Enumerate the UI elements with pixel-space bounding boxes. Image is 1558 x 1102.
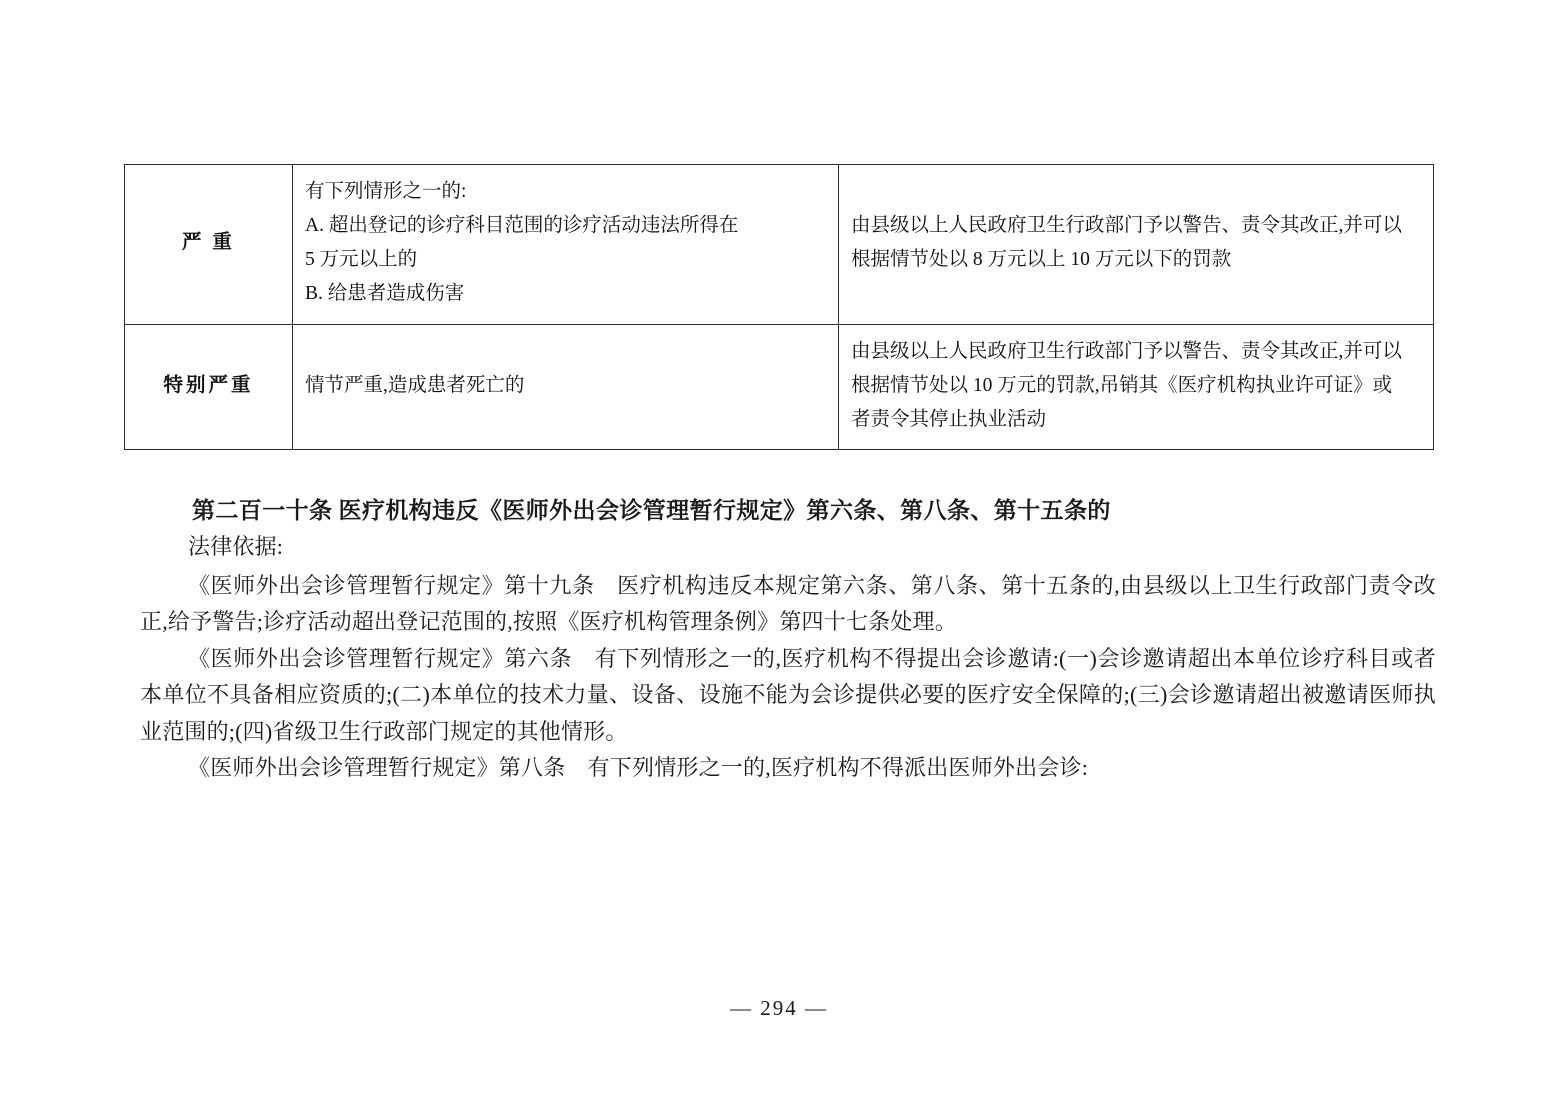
paragraph: 《医师外出会诊管理暂行规定》第十九条 医疗机构违反本规定第六条、第八条、第十五条的,由县级以上卫生行政部门责令改正,给予警告;诊疗活动超出登记范围的,按照《医疗机构管理条例》第四十七条处理。 <box>140 572 1436 635</box>
legal-basis-label: 法律依据: <box>188 534 284 560</box>
condition-line: B. 给患者造成伤害 <box>305 283 465 305</box>
condition-line: 5 万元以上的 <box>305 249 418 271</box>
severity-level-cell: 特别严重 <box>125 324 293 449</box>
paragraph: 《医师外出会诊管理暂行规定》第八条 有下列情形之一的,医疗机构不得派出医师外出会诊: <box>188 755 1089 781</box>
condition-line: 情节严重,造成患者死亡的 <box>305 374 525 396</box>
measure-line: 由县级以上人民政府卫生行政部门予以警告、责令其改正,并可以 <box>851 340 1402 362</box>
condition-line: A. 超出登记的诊疗科目范围的诊疗活动违法所得在 <box>305 215 739 237</box>
table-row <box>125 165 1434 325</box>
measure-cell <box>839 324 1434 449</box>
condition-line: 有下列情形之一的: <box>305 181 467 202</box>
severity-level-cell: 严 重 <box>125 165 293 325</box>
measure-line: 根据情节处以 8 万元以上 10 万元以下的罚款 <box>851 249 1232 271</box>
measure-line: 根据情节处以 10 万元的罚款,吊销其《医疗机构执业许可证》或 <box>851 374 1393 396</box>
table-row <box>125 324 1434 449</box>
condition-cell <box>293 324 839 449</box>
measure-line: 由县级以上人民政府卫生行政部门予以警告、责令其改正,并可以 <box>851 215 1402 237</box>
penalty-table-container <box>124 164 1434 450</box>
condition-cell <box>293 165 839 325</box>
page-number: — 294 — <box>730 996 828 1020</box>
article-title: 第二百一十条 医疗机构违反《医师外出会诊管理暂行规定》第六条、第八条、第十五条的 <box>192 498 1111 523</box>
measure-cell <box>839 165 1434 325</box>
measure-line: 者责令其停止执业活动 <box>851 408 1047 430</box>
article-body <box>140 492 1436 787</box>
penalty-table <box>124 164 1434 450</box>
paragraph: 《医师外出会诊管理暂行规定》第六条 有下列情形之一的,医疗机构不得提出会诊邀请:(一)会诊邀请超出本单位诊疗科目或者本单位不具备相应资质的;(二)本单位的技术力量、设备、设施不能为会诊提供必要的医疗安全保障的;(三)会诊邀请超出被邀请医师执业范围的;(四)省级卫生行政部门规定的其他情形。 <box>140 645 1436 744</box>
